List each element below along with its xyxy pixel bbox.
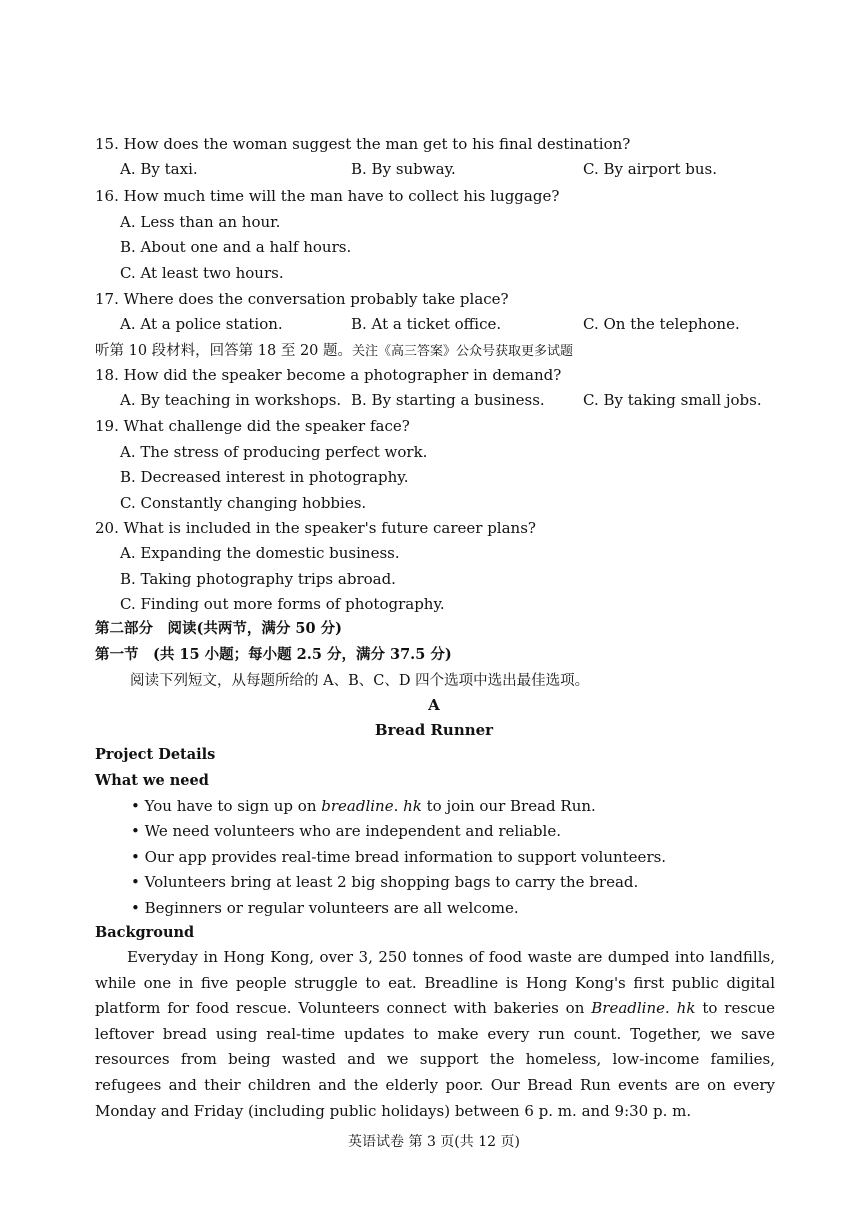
question-18-option-b: B. By starting a business. [351,391,545,409]
question-17-option-a: A. At a police station. [120,315,283,333]
question-17-stem: 17. Where does the conversation probably take place? [95,290,509,308]
question-19-option-b: B. Decreased interest in photography. [120,468,409,486]
question-18-stem: 18. How did the speaker become a photographer in demand? [95,366,562,384]
what-we-need-heading: What we need [95,772,209,789]
question-20-option-c: C. Finding out more forms of photography. [120,595,445,613]
question-19-option-a: A. The stress of producing perfect work. [120,443,428,461]
question-19-stem: 19. What challenge did the speaker face? [95,417,410,435]
question-18-option-c: C. By taking small jobs. [583,391,762,409]
bullet-text: Our app provides real-time bread information to support volunteers. [144,848,667,866]
section-10-instruction-line [95,340,573,362]
section-1-title: 第一节 (共 15 小题；每小题 2.5 分，满分 37.5 分) [95,646,452,663]
question-17-option-b: B. At a ticket office. [351,315,502,333]
bullet-dot: • [131,822,140,840]
question-20-stem: 20. What is included in the speaker's future career plans? [95,519,536,537]
page-footer: 英语试卷 第 3 页(共 12 页) [348,1134,520,1150]
website-name: breadline. hk [321,797,422,815]
bullet-text-end: to join our Bread Run. [421,797,596,815]
question-16-stem: 16. How much time will the man have to collect his luggage? [95,187,560,205]
question-15-option-c: C. By airport bus. [583,160,717,178]
project-details-heading: Project Details [95,746,216,763]
bullet-text: You have to sign up on [144,797,322,815]
background-paragraph [95,945,775,1124]
part-2-title: 第二部分 阅读(共两节，满分 50 分) [95,620,342,637]
question-16-option-a: A. Less than an hour. [120,213,281,231]
list-item [131,872,638,892]
question-15-option-a: A. By taxi. [120,160,198,178]
passage-letter: A [428,696,440,714]
list-item [131,796,596,816]
question-15-option-b: B. By subway. [351,160,456,178]
list-item [131,847,666,867]
question-15-stem: 15. How does the woman suggest the man get to his final destination? [95,135,631,153]
question-16-option-b: B. About one and a half hours. [120,238,352,256]
list-item [131,898,519,918]
section-10-instruction: 听第 10 段材料，回答第 18 至 20 题。 [95,343,353,359]
bullet-dot: • [131,899,140,917]
promo-note: 关注《高三答案》公众号获取更多试题 [352,344,574,359]
passage-title: Bread Runner [374,721,494,739]
bullet-dot: • [131,873,140,891]
bullet-text: We need volunteers who are independent and reliable. [144,822,561,840]
question-20-option-b: B. Taking photography trips abroad. [120,570,396,588]
reading-instruction: 阅读下列短文，从每题所给的 A、B、C、D 四个选项中选出最佳选项。 [130,673,590,689]
question-18-option-a: A. By teaching in workshops. [120,391,342,409]
background-website: Breadline. hk [591,999,696,1018]
bullet-text: Volunteers bring at least 2 big shopping bags to carry the bread. [144,873,639,891]
bullet-dot: • [131,848,140,866]
question-20-option-a: A. Expanding the domestic business. [120,544,400,562]
bullet-dot: • [131,797,140,815]
question-16-option-c: C. At least two hours. [120,264,284,282]
background-text-1: Everyday in Hong Kong, over 3, 250 tonnes of food waste are dumped into landfills, while one in five people struggle to eat. Breadline is Hong Kong's first public digital platform for food rescue. Volunteers connect with bakeries on [95,948,775,1018]
background-heading: Background [95,924,195,941]
list-item [131,821,561,841]
question-19-option-c: C. Constantly changing hobbies. [120,494,367,512]
background-text-2: to rescue leftover bread using real-time updates to make every run count. Together, we save resources from being wasted and we support the homeless, low-income families, refugees and their children and the elderly poor. Our Bread Run events are on every Monday and Friday (including public holidays) between 6 p. m. and 9:30 p. m. [95,999,775,1120]
bullet-text: Beginners or regular volunteers are all welcome. [144,899,519,917]
question-17-option-c: C. On the telephone. [583,315,740,333]
